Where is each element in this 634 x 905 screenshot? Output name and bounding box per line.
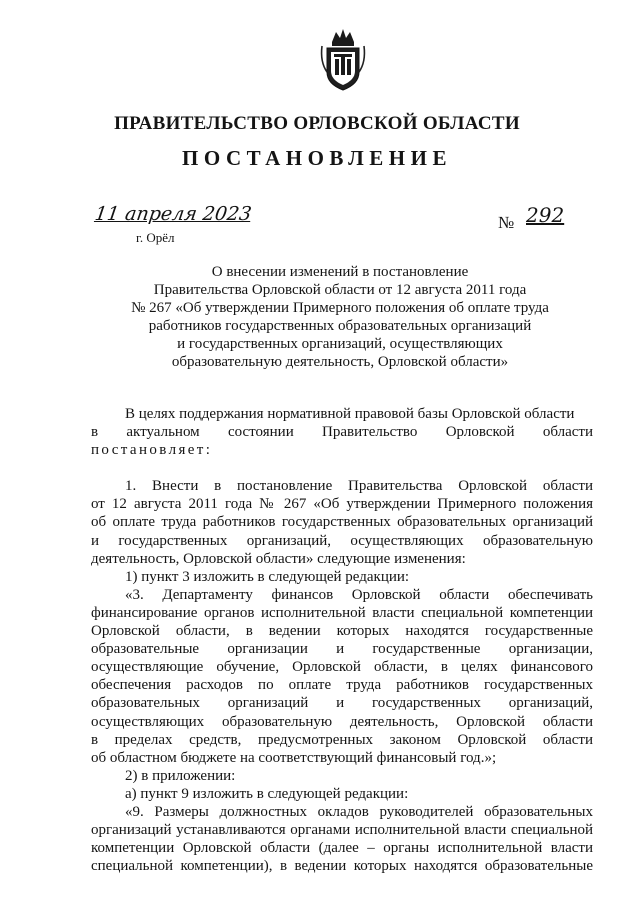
paragraph9-line: специальной компетенции), в ведении которых находятся образовательные	[91, 858, 593, 875]
paragraph9-line: компетенции Орловской области (далее – органы исполнительной власти	[91, 840, 593, 857]
title-line: № 267 «Об утверждении Примерного положения об оплате труда	[131, 300, 549, 316]
handwritten-number: 292	[526, 203, 565, 227]
paragraph9-line: «9. Размеры должностных окладов руководителей образовательных	[125, 803, 593, 820]
paragraph3-line: «3. Департаменту финансов Орловской области обеспечивать	[125, 586, 593, 603]
number-label: №	[498, 213, 515, 232]
handwritten-date: 11 апреля 2023	[93, 203, 253, 225]
title-line: Правительства Орловской области от 12 августа 2011 года	[153, 282, 527, 298]
resolution-body	[91, 405, 593, 875]
paragraph3-line: образовательных организаций и государственных организаций,	[91, 695, 593, 712]
item1-line: от 12 августа 2011 года № 267 «Об утверждении Примерного положения	[91, 496, 593, 513]
paragraph3-line: об областном бюджете на соответствующий финансовый год.»;	[91, 749, 497, 766]
paragraph3-line: Орловской области, в ведении которых находятся государственные	[91, 623, 593, 640]
resolves-word: постановляет:	[91, 442, 213, 459]
item1-line: и государственных организаций, осуществляющих образовательную	[91, 532, 593, 549]
intro-line: в актуальном состоянии Правительство Орловской области	[91, 424, 593, 441]
paragraph3-line: осуществляющие обучение, Орловской области, в целях финансового	[91, 659, 593, 676]
paragraph3-line: осуществляющих образовательную деятельность, Орловской области	[91, 713, 593, 730]
paragraph3-line: в пределах средств, предусмотренных законом Орловской области	[91, 731, 593, 748]
item1-line: об оплате труда работников государственных образовательных организаций	[91, 514, 593, 531]
title-line: и государственных организаций, осуществляющих	[177, 336, 503, 352]
intro-line: В целях поддержания нормативной правовой базы Орловской области	[125, 406, 575, 422]
government-name: ПРАВИТЕЛЬСТВО ОРЛОВСКОЙ ОБЛАСТИ	[114, 113, 520, 134]
subitem-2: 2) в приложении:	[125, 767, 236, 784]
orel-region-coat-of-arms-icon	[318, 26, 368, 92]
city-label: г. Орёл	[136, 230, 175, 245]
title-line: О внесении изменений в постановление	[211, 264, 469, 280]
title-line: работников государственных образовательных организаций	[148, 318, 532, 334]
paragraph3-line: образовательные организации и государственные организации,	[91, 641, 593, 658]
item1-line: деятельность, Орловской области» следующие изменения:	[91, 550, 466, 567]
title-line: образовательную деятельность, Орловской области»	[171, 354, 509, 370]
subitem-1: 1) пункт 3 изложить в следующей редакции:	[125, 568, 410, 585]
paragraph9-line: организаций устанавливаются органами исполнительной власти специальной	[91, 822, 593, 839]
paragraph3-line: финансирование органов исполнительной власти специальной компетенции	[91, 604, 593, 621]
item1-line: 1. Внести в постановление Правительства Орловской области	[125, 478, 593, 495]
subitem-2a: а) пункт 9 изложить в следующей редакции:	[125, 785, 409, 802]
paragraph3-line: обеспечения расходов по оплате труда работников государственных	[91, 677, 593, 694]
document-type: ПОСТАНОВЛЕНИЕ	[182, 146, 452, 170]
resolution-title	[90, 263, 590, 371]
